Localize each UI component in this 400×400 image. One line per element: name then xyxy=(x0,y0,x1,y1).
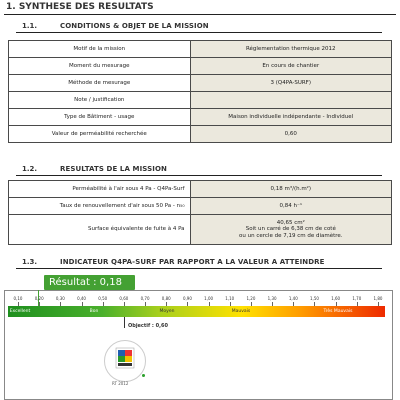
row-value: 0,18 m³/(h.m²) xyxy=(190,181,391,198)
house-emblem-icon xyxy=(115,347,135,369)
row-value: 0,60 xyxy=(190,126,391,143)
row-label: Type de Bâtiment - usage xyxy=(9,109,191,126)
row-label: Perméabilité à l'air sous 4 Pa - Q4Pa-Surf xyxy=(9,181,191,198)
objective-label: Objectif : 0,60 xyxy=(128,323,168,329)
table-row xyxy=(9,109,392,126)
row-label: Surface équivalente de fuite à 4 Pa xyxy=(9,215,191,245)
section-3-title: INDICATEUR Q4PA-SURF PAR RAPPORT A LA VALEUR A ATTEINDRE xyxy=(60,258,325,266)
tick-label: 0,40 xyxy=(77,296,86,301)
leak-square-equivalent: Soit un carré de 6,38 cm de coté xyxy=(245,226,336,233)
tick-label: 0,10 xyxy=(13,296,23,301)
row-label: Note / justification xyxy=(9,92,191,109)
tick-label: 1,80 xyxy=(373,296,383,301)
row-label: Taux de renouvellement d'air sous 50 Pa - n₅₀ xyxy=(9,198,191,215)
row-label: Moment du mesurage xyxy=(9,58,191,75)
row-value: Maison individuelle indépendante - Individuel xyxy=(190,109,391,126)
logo-caption: RT 2012 xyxy=(112,381,129,386)
section-3-header xyxy=(16,258,382,270)
section-3-number: 1.3. xyxy=(22,258,38,266)
section-2-divider xyxy=(16,175,382,176)
tick-label: 0,90 xyxy=(182,296,192,301)
results-table xyxy=(8,180,392,245)
tick-label: 1,00 xyxy=(204,296,214,301)
tick-label: 1,30 xyxy=(267,296,277,301)
rt2012-logo xyxy=(104,340,146,382)
objective-marker xyxy=(124,317,125,328)
tick-label: 0,20 xyxy=(34,296,44,301)
table-row xyxy=(9,198,392,215)
result-badge: Résultat : 0,18 xyxy=(44,275,135,290)
table-row xyxy=(9,126,392,143)
leak-area-value: 40,65 cm² xyxy=(276,219,305,226)
table-row xyxy=(9,215,392,245)
table-row xyxy=(9,92,392,109)
row-value: Réglementation thermique 2012 xyxy=(190,41,391,58)
tick-label: 1,40 xyxy=(288,296,298,301)
tick-label: 0,80 xyxy=(161,296,171,301)
zone-label-moyen: Moyen xyxy=(159,309,175,314)
tick-label: 1,10 xyxy=(225,296,235,301)
tick-label: 0,50 xyxy=(98,296,108,301)
section-1-number: 1.1. xyxy=(22,22,38,30)
tick-label: 0,70 xyxy=(140,296,150,301)
row-value: 3 (Q4PA-SURF) xyxy=(190,75,391,92)
table-row xyxy=(9,181,392,198)
row-value xyxy=(190,92,391,109)
status-dot xyxy=(142,374,145,377)
leak-circle-equivalent: ou un cercle de 7,19 cm de diamètre. xyxy=(239,232,343,239)
section-2-number: 1.2. xyxy=(22,165,38,173)
section-1-header xyxy=(16,22,382,34)
conditions-table xyxy=(8,40,392,143)
row-value: 0,84 h⁻¹ xyxy=(190,198,391,215)
section-1-title: CONDITIONS & OBJET DE LA MISSION xyxy=(60,22,209,30)
tick-label: 1,70 xyxy=(352,296,362,301)
section-2-header xyxy=(16,165,382,177)
zone-label-bon: Bon xyxy=(89,309,99,314)
table-row xyxy=(9,58,392,75)
section-2-title: RESULTATS DE LA MISSION xyxy=(60,165,167,173)
tick-label: 0,60 xyxy=(119,296,129,301)
tick-label: 1,20 xyxy=(246,296,256,301)
row-label: Méthode de mesurage xyxy=(9,75,191,92)
row-value: En cours de chantier xyxy=(190,58,391,75)
row-label: Motif de la mission xyxy=(9,41,191,58)
tick-label: 1,60 xyxy=(331,296,341,301)
row-value xyxy=(190,215,391,245)
tick-label: 0,30 xyxy=(55,296,65,301)
tick-label: 1,50 xyxy=(310,296,319,301)
zone-label-mauvais: Mauvais xyxy=(231,309,251,314)
table-row xyxy=(9,41,392,58)
section-1-divider xyxy=(16,32,382,33)
zone-label-excellent: Excellent xyxy=(9,309,31,314)
zone-label-tres-mauvais: Très Mauvais xyxy=(323,309,353,314)
page-title: 1. SYNTHESE DES RESULTATS xyxy=(6,2,154,12)
section-3-divider xyxy=(16,268,382,269)
title-divider xyxy=(4,14,396,15)
row-label: Valeur de perméabilité recherchée xyxy=(9,126,191,143)
table-row xyxy=(9,75,392,92)
